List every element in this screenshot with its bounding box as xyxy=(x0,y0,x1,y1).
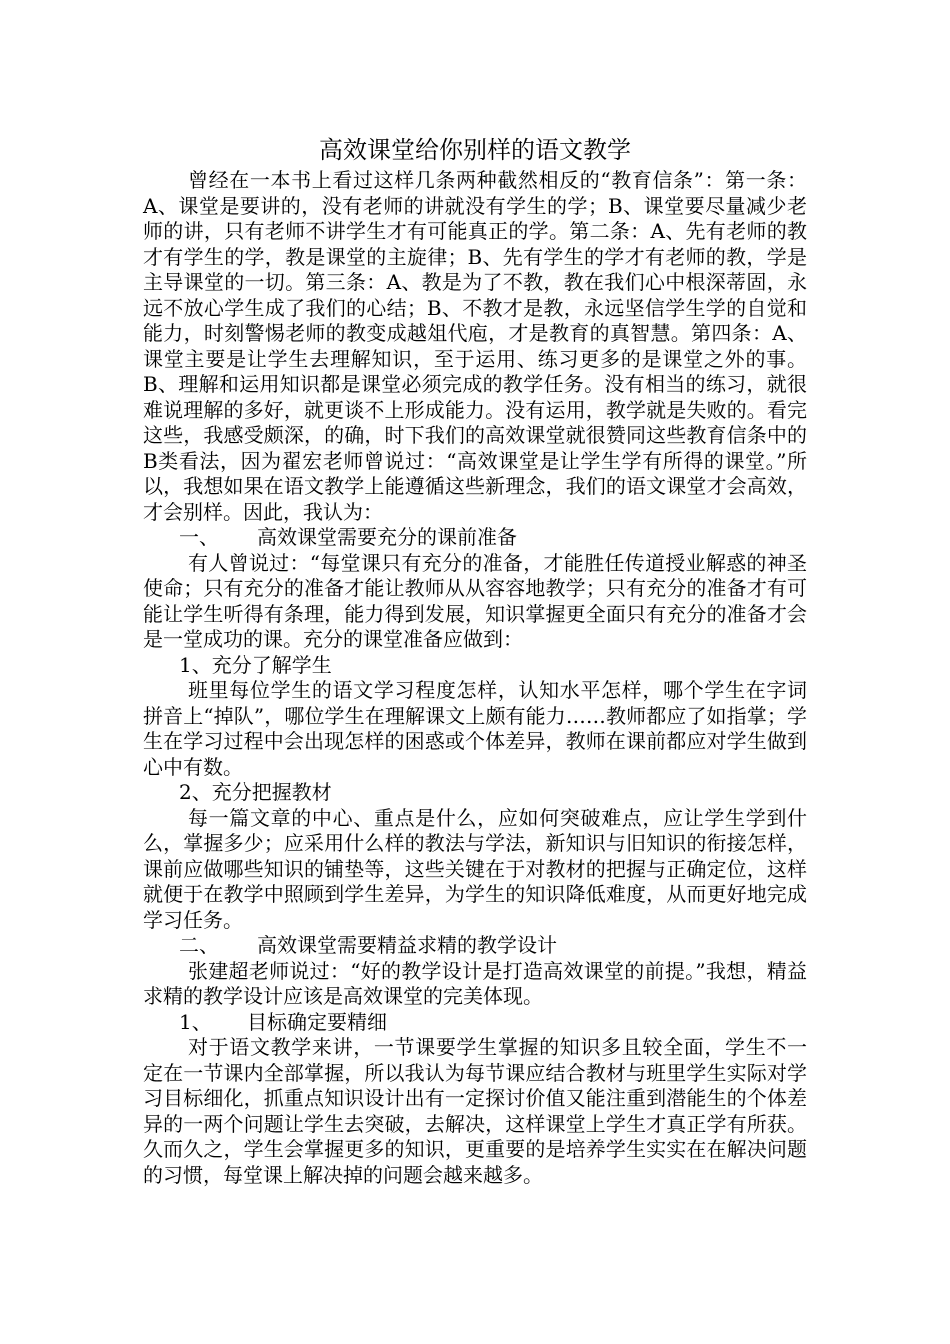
section-2-paragraph: 张建超老师说过：“好的教学设计是打造高效课堂的前提。”我想，精益求精的教学设计应该是高效课堂的完美体现。 xyxy=(143,958,807,1008)
intro-paragraph: 曾经在一本书上看过这样几条两种截然相反的“教育信条”：第一条：A、课堂是要讲的，没有老师的讲就没有学生的学；B、课堂要尽量减少老师的讲，只有老师不讲学生才有可能真正的学。第二条：A、先有老师的教才有学生的学，教是课堂的主旋律；B、先有学生的学才有老师的教，学是主导课堂的一切。第三条：A、教是为了不教，教在我们心中根深蒂固，永远不放心学生成了我们的心结；B、不教才是教，永远坚信学生学的自觉和能力，时刻警惕老师的教变成越俎代庖，才是教育的真智慧。第四条：A、课堂主要是让学生去理解知识，至于运用、练习更多的是课堂之外的事。B、理解和运用知识都是课堂必须完成的教学任务。没有相当的练习，就很难说理解的多好，就更谈不上形成能力。没有运用，教学就是失败的。看完这些，我感受颇深，的确，时下我们的高效课堂就很赞同这些教育信条中的B类看法，因为翟宏老师曾说过：“高效课堂是让学生学有所得的课堂。”所以，我想如果在语文教学上能遵循这些新理念，我们的语文课堂才会高效，才会别样。因此，我认为： xyxy=(143,168,807,524)
section-2-sub-1-paragraph: 对于语文教学来讲，一节课要学生掌握的知识多且较全面，学生不一定在一节课内全部掌握，所以我认为每节课应结合教材与班里学生实际对学习目标细化，抓重点知识设计出有一定探讨价值又能注重到潜能生的个体差异的一两个问题让学生去突破，去解决，这样课堂上学生才真正学有所获。久而久之，学生会掌握更多的知识，更重要的是培养学生实实在在解决问题的习惯，每堂课上解决掉的问题会越来越多。 xyxy=(143,1035,807,1187)
document-page xyxy=(143,132,807,1188)
section-1-number: 一、 xyxy=(179,525,219,549)
section-1-title: 高效课堂需要充分的课前准备 xyxy=(257,525,517,549)
document-title: 高效课堂给你别样的语文教学 xyxy=(319,136,631,164)
section-1-sub-2-paragraph: 每一篇文章的中心、重点是什么，应如何突破难点，应让学生学到什么，掌握多少；应采用什么样的教法与学法，新知识与旧知识的衔接怎样，课前应做哪些知识的铺垫等，这些关键在于对教材的把握与正确定位，这样就便于在教学中照顾到学生差异，为学生的知识降低难度，从而更好地完成学习任务。 xyxy=(143,805,807,932)
section-1-sub-1-paragraph: 班里每位学生的语文学习程度怎样，认知水平怎样，哪个学生在字词拼音上“掉队”，哪位学生在理解课文上颇有能力……教师都应了如指掌；学生在学习过程中会出现怎样的困惑或个体差异，教师在课前都应对学生做到心中有数。 xyxy=(143,678,807,779)
section-2-number: 二、 xyxy=(179,933,219,957)
section-2-title: 高效课堂需要精益求精的教学设计 xyxy=(257,933,557,957)
section-2-sub-1-number: 1、 xyxy=(179,1009,212,1034)
section-1-paragraph: 有人曾说过：“每堂课只有充分的准备，才能胜任传道授业解惑的神圣使命；只有充分的准备才能让教师从从容容地教学；只有充分的准备才有可能让学生听得有条理，能力得到发展，知识掌握更全面只有充分的准备才会是一堂成功的课。充分的课堂准备应做到： xyxy=(143,550,807,651)
section-2-sub-1-title: 目标确定要精细 xyxy=(247,1009,387,1034)
section-1-heading xyxy=(143,525,807,551)
section-2-sub-1-heading xyxy=(143,1010,807,1036)
section-1-sub-2-heading: 2、充分把握教材 xyxy=(179,780,332,804)
section-1-sub-1-heading: 1、充分了解学生 xyxy=(179,652,332,677)
section-2-heading xyxy=(143,933,807,959)
